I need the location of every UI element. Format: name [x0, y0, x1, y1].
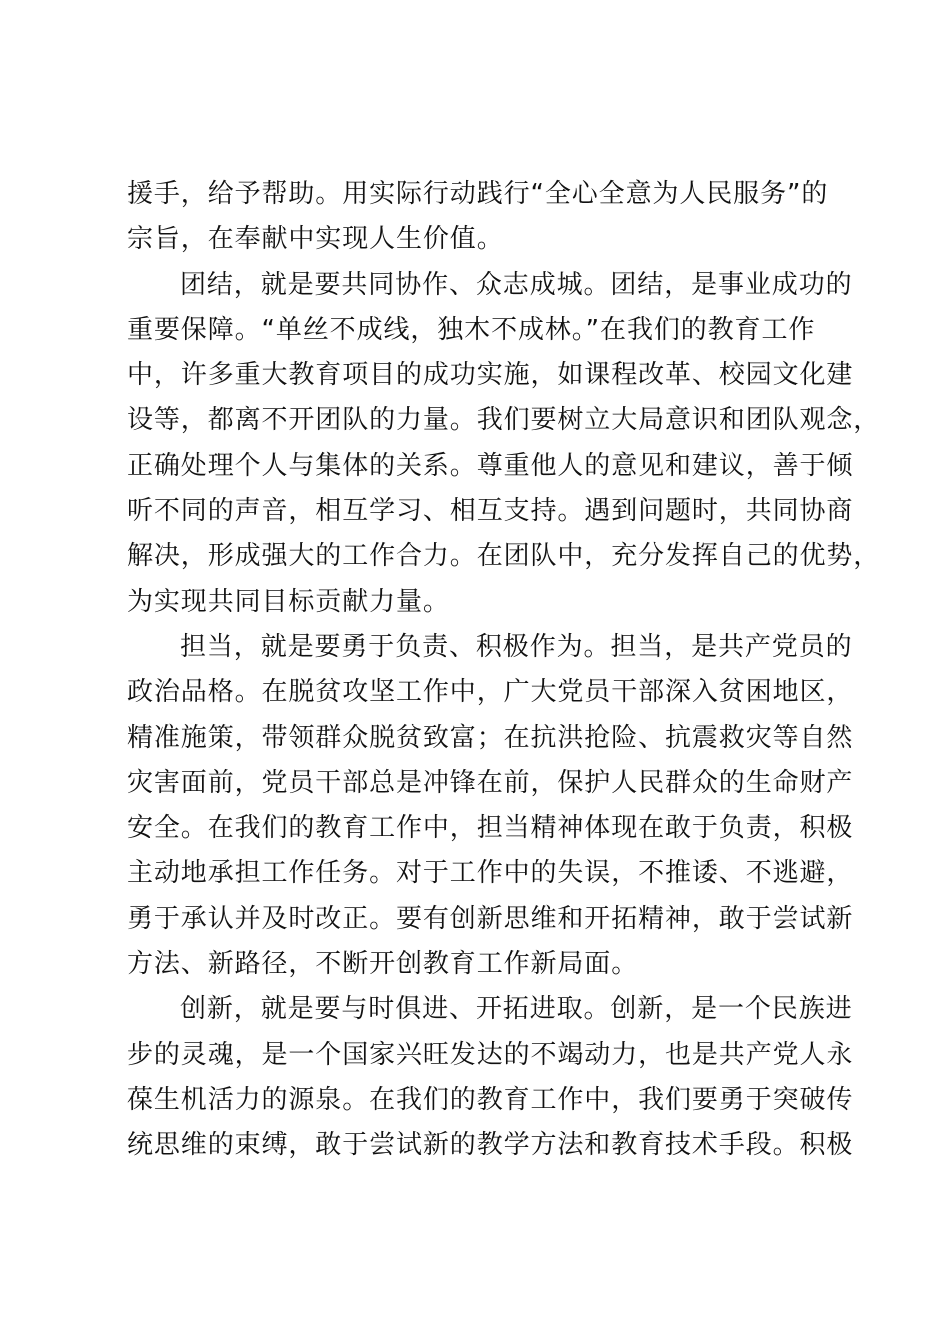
text-line: 政治品格。在脱贫攻坚工作中，广大党员干部深入贫困地区， — [127, 677, 854, 708]
text-line: 统思维的束缚，敢于尝试新的教学方法和教育技术手段。积极 — [127, 1130, 854, 1161]
text-line: 精准施策，带领群众脱贫致富；在抗洪抢险、抗震救灾等自然 — [127, 722, 854, 753]
text-line: 主动地承担工作任务。对于工作中的失误，不推诿、不逃避， — [127, 858, 854, 889]
text-line: 解决，形成强大的工作合力。在团队中，充分发挥自己的优势， — [127, 541, 881, 572]
text-line: 步的灵魂，是一个国家兴旺发达的不竭动力，也是共产党人永 — [127, 1039, 854, 1070]
text-line: 正确处理个人与集体的关系。尊重他人的意见和建议，善于倾 — [127, 450, 854, 481]
paragraph-start-line: 担当，就是要勇于负责、积极作为。担当，是共产党员的 — [180, 631, 853, 662]
paragraph-start-line: 团结，就是要共同协作、众志成城。团结，是事业成功的 — [180, 269, 853, 300]
text-line: 葆生机活力的源泉。在我们的教育工作中，我们要勇于突破传 — [127, 1084, 854, 1115]
text-line: 方法、新路径，不断开创教育工作新局面。 — [127, 949, 639, 980]
text-line: 为实现共同目标贡献力量。 — [127, 586, 450, 617]
text-line: 宗旨，在奉献中实现人生价值。 — [127, 224, 504, 255]
text-line: 听不同的声音，相互学习、相互支持。遇到问题时，共同协商 — [127, 496, 854, 527]
text-line: 安全。在我们的教育工作中，担当精神体现在敢于负责，积极 — [127, 813, 854, 844]
text-line: 重要保障。“单丝不成线，独木不成林。”在我们的教育工作 — [127, 314, 816, 345]
text-line: 勇于承认并及时改正。要有创新思维和开拓精神，敢于尝试新 — [127, 903, 854, 934]
text-line: 设等，都离不开团队的力量。我们要树立大局意识和团队观念， — [127, 405, 881, 436]
text-line: 中，许多重大教育项目的成功实施，如课程改革、校园文化建 — [127, 360, 854, 391]
text-line: 灾害面前，党员干部总是冲锋在前，保护人民群众的生命财产 — [127, 767, 854, 798]
paragraph-start-line: 创新，就是要与时俱进、开拓进取。创新，是一个民族进 — [180, 994, 853, 1025]
document-body — [127, 172, 881, 1169]
text-line: 援手，给予帮助。用实际行动践行“全心全意为人民服务”的 — [127, 179, 829, 209]
